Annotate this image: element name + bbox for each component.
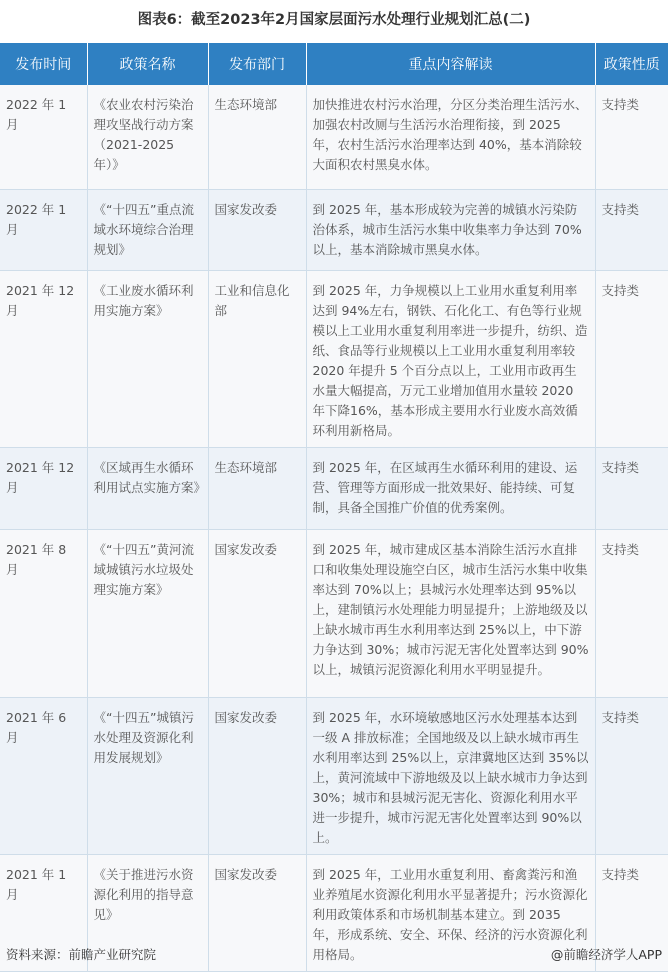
- header-nature: 政策性质: [595, 43, 668, 85]
- cell-date: 2022 年 1 月: [0, 85, 87, 189]
- cell-nature: 支持类: [595, 529, 668, 697]
- cell-department: 国家发改委: [208, 529, 306, 697]
- cell-nature: 支持类: [595, 85, 668, 189]
- table-row: [0, 529, 668, 697]
- header-department: 发布部门: [208, 43, 306, 85]
- cell-department: 国家发改委: [208, 697, 306, 854]
- cell-date: 2021 年 8 月: [0, 529, 87, 697]
- cell-date: 2021 年 6 月: [0, 697, 87, 854]
- cell-content: 到 2025 年，工业用水重复利用、畜禽粪污和渔业养殖尾水资源化利用水平显著提升；污水资源化利用政策体系和市场机制基本建立。到 2035 年，形成系统、安全、环保、经济的污水资源化利用格局。: [306, 854, 595, 971]
- cell-nature: 支持类: [595, 447, 668, 529]
- table-header-row: [0, 43, 668, 85]
- cell-nature: 支持类: [595, 854, 668, 971]
- cell-content: 到 2025 年，水环境敏感地区污水处理基本达到一级 A 排放标准；全国地级及以上缺水城市再生水利用率达到 25%以上，京津冀地区达到 35%以上，黄河流域中下游地级及以上缺水城市力争达到 30%；城市和县城污泥无害化、资源化利用水平进一步提升，城市污泥无害化处置率达到 90%以上。: [306, 697, 595, 854]
- cell-policy-name: 《农业农村污染治理攻坚战行动方案（2021-2025 年）》: [87, 85, 208, 189]
- source-note: 资料来源：前瞻产业研究院: [6, 947, 157, 962]
- table-row: [0, 447, 668, 529]
- cell-date: 2021 年 1 月: [0, 854, 87, 971]
- cell-nature: 支持类: [595, 697, 668, 854]
- cell-policy-name: 《区域再生水循环利用试点实施方案》: [87, 447, 208, 529]
- header-policy-name: 政策名称: [87, 43, 208, 85]
- cell-policy-name: 《“十四五”城镇污水处理及资源化利用发展规划》: [87, 697, 208, 854]
- policy-table: [0, 43, 668, 972]
- cell-department: 生态环境部: [208, 447, 306, 529]
- table-row: [0, 697, 668, 854]
- table-row: [0, 189, 668, 270]
- cell-policy-name: 《工业废水循环利用实施方案》: [87, 270, 208, 447]
- cell-content: 加快推进农村污水治理，分区分类治理生活污水、加强农村改厕与生活污水治理衔接，到 2025 年，农村生活污水治理率达到 40%，基本消除较大面积农村黑臭水体。: [306, 85, 595, 189]
- page-title: 图表6：截至2023年2月国家层面污水处理行业规划汇总(二): [137, 12, 531, 28]
- cell-department: 生态环境部: [208, 85, 306, 189]
- table-row: [0, 270, 668, 447]
- cell-date: 2021 年 12 月: [0, 447, 87, 529]
- cell-date: 2022 年 1 月: [0, 189, 87, 270]
- header-date: 发布时间: [0, 43, 87, 85]
- header-content: 重点内容解读: [306, 43, 595, 85]
- cell-nature: 支持类: [595, 189, 668, 270]
- cell-policy-name: 《关于推进污水资源化利用的指导意见》: [87, 854, 208, 971]
- cell-date: 2021 年 12 月: [0, 270, 87, 447]
- brand-credit: @前瞻经济学人APP: [550, 947, 662, 962]
- cell-content: 到 2025 年，在区域再生水循环利用的建设、运营、管理等方面形成一批效果好、能持续、可复制，具备全国推广价值的优秀案例。: [306, 447, 595, 529]
- cell-content: 到 2025 年，力争规模以上工业用水重复利用率达到 94%左右，钢铁、石化化工、有色等行业规模以上工业用水重复利用率进一步提升，纺织、造纸、食品等行业规模以上工业用水重复利用率较 2020 年提升 5 个百分点以上，工业用市政再生水量大幅提高，万元工业增加值用水量较 2020 年下降16%，基本形成主要用水行业废水高效循环利用新格局。: [306, 270, 595, 447]
- cell-department: 国家发改委: [208, 189, 306, 270]
- cell-content: 到 2025 年，基本形成较为完善的城镇水污染防治体系，城市生活污水集中收集率力争达到 70%以上，基本消除城市黑臭水体。: [306, 189, 595, 270]
- cell-content: 到 2025 年，城市建成区基本消除生活污水直排口和收集处理设施空白区，城市生活污水集中收集率达到 70%以上；县城污水处理率达到 95%以上，建制镇污水处理能力明显提升；上游地级及以上缺水城市再生水利用率达到 25%以上，中下游力争达到 30%；城市污泥无害化处置率达到 90%以上，城镇污泥资源化利用水平明显提升。: [306, 529, 595, 697]
- table-row: [0, 85, 668, 189]
- cell-department: 国家发改委: [208, 854, 306, 971]
- cell-policy-name: 《“十四五”重点流域水环境综合治理规划》: [87, 189, 208, 270]
- cell-policy-name: 《“十四五”黄河流域城镇污水垃圾处理实施方案》: [87, 529, 208, 697]
- cell-nature: 支持类: [595, 270, 668, 447]
- cell-department: 工业和信息化部: [208, 270, 306, 447]
